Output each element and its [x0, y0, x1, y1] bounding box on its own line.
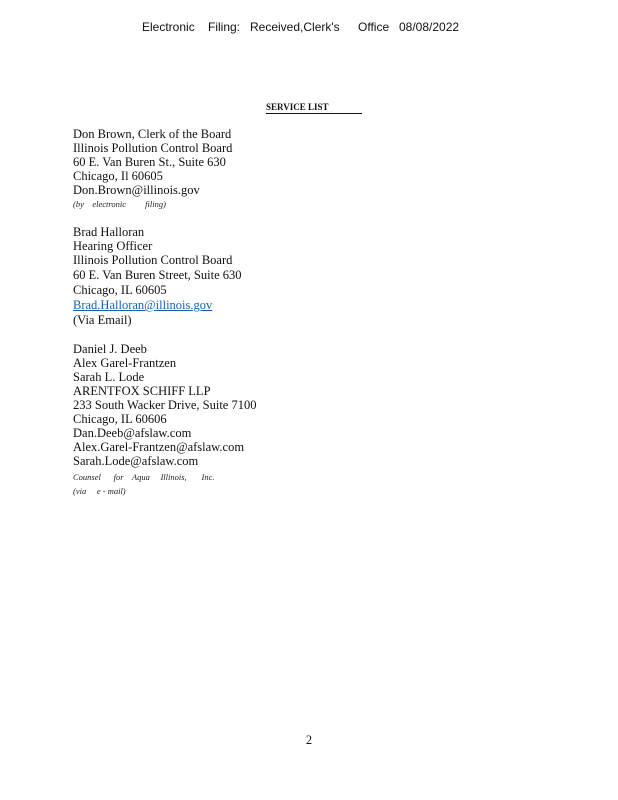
counsel-note: Counsel for Aqua Illinois, Inc. [73, 472, 215, 482]
contact-line: Illinois Pollution Control Board [73, 141, 233, 155]
delivery-method-note: (via e - mail) [73, 486, 126, 496]
contact-hearing-officer [73, 225, 242, 327]
contact-line: Brad Halloran [73, 225, 145, 239]
contact-line: Hearing Officer [73, 239, 153, 253]
contact-line: 233 South Wacker Drive, Suite 7100 [73, 398, 257, 412]
contact-line: Illinois Pollution Control Board [73, 253, 233, 267]
contact-line: ARENTFOX SCHIFF LLP [73, 384, 211, 398]
contact-line: Alex Garel-Frantzen [73, 356, 177, 370]
header-received: Received,Clerk's [250, 20, 340, 34]
header-filing: Filing: [208, 20, 241, 34]
contact-email: Don.Brown@illinois.gov [73, 183, 200, 197]
header-office: Office [358, 20, 390, 34]
contact-email: Alex.Garel-Frantzen@afslaw.com [73, 440, 245, 454]
email-link[interactable]: Brad.Halloran@illinois.gov [73, 298, 213, 312]
contact-counsel [73, 342, 256, 498]
filing-header [0, 20, 618, 38]
delivery-method-note: (by electronic filing) [73, 199, 166, 209]
header-electronic: Electronic [142, 20, 195, 34]
contact-line: Chicago, IL 60606 [73, 412, 167, 426]
contact-line: 60 E. Van Buren Street, Suite 630 [73, 268, 242, 282]
header-date: 08/08/2022 [399, 20, 460, 34]
contact-clerk [73, 127, 232, 211]
contact-email: Dan.Deeb@afslaw.com [73, 426, 192, 440]
delivery-method: (Via Email) [73, 313, 132, 327]
page-number: 2 [305, 733, 313, 747]
contact-email: Sarah.Lode@afslaw.com [73, 454, 199, 468]
contact-line: Chicago, IL 60605 [73, 283, 167, 297]
contact-line: Chicago, Il 60605 [73, 169, 163, 183]
page-title: SERVICE LIST [266, 102, 362, 114]
contact-line: Sarah L. Lode [73, 370, 145, 384]
contact-line: 60 E. Van Buren St., Suite 630 [73, 155, 226, 169]
contact-line: Daniel J. Deeb [73, 342, 147, 356]
contact-line: Don Brown, Clerk of the Board [73, 127, 232, 141]
